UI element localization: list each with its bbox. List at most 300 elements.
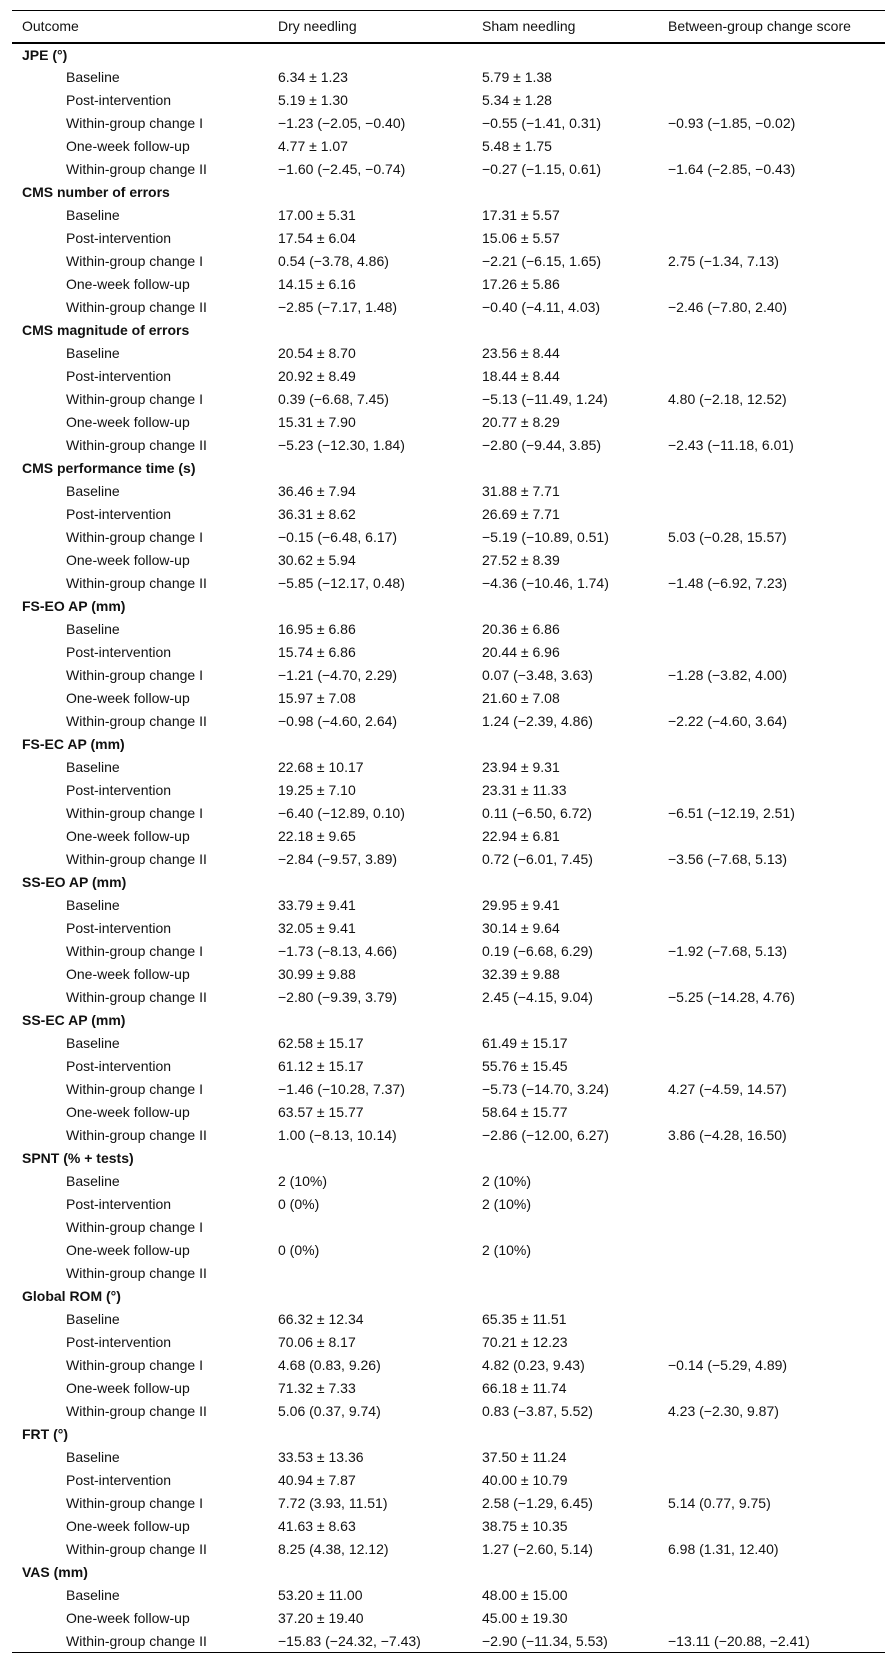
sham-needling-value: 32.39 ± 9.88 [482, 966, 560, 982]
sham-needling-value: 23.31 ± 11.33 [482, 782, 567, 798]
dry-needling-value: 7.72 (3.93, 11.51) [278, 1495, 388, 1511]
dry-needling-value: 33.53 ± 13.36 [278, 1449, 364, 1465]
dry-needling-value: 62.58 ± 15.17 [278, 1035, 364, 1051]
sham-needling-value: 20.36 ± 6.86 [482, 621, 560, 637]
between-group-value [658, 1584, 885, 1607]
between-group-value: −6.51 (−12.19, 2.51) [668, 805, 795, 821]
group-title: CMS magnitude of errors [22, 322, 190, 338]
table-row [12, 526, 885, 549]
row-label: Within-group change I [66, 391, 203, 407]
dry-needling-value: 0.39 (−6.68, 7.45) [278, 391, 389, 407]
dry-needling-value: 1.00 (−8.13, 10.14) [278, 1127, 397, 1143]
table-row [12, 549, 885, 572]
table-row [12, 342, 885, 365]
sham-needling-value: 70.21 ± 12.23 [482, 1334, 568, 1350]
table-row [12, 1538, 885, 1561]
sham-needling-value: −2.90 (−11.34, 5.53) [472, 1630, 658, 1653]
dry-needling-value: −5.23 (−12.30, 1.84) [278, 437, 405, 453]
table-row [12, 1055, 885, 1078]
group-title: SPNT (% + tests) [22, 1150, 134, 1166]
sham-needling-value: −2.21 (−6.15, 1.65) [482, 253, 602, 269]
between-group-value [658, 1055, 885, 1078]
outcomes-table [12, 10, 885, 1653]
row-label: Within-group change I [66, 115, 203, 131]
sham-needling-value: 1.24 (−2.39, 4.86) [482, 713, 593, 729]
row-label: One-week follow-up [66, 1242, 190, 1258]
sham-needling-value: 65.35 ± 11.51 [482, 1311, 567, 1327]
between-group-value [658, 894, 885, 917]
dry-needling-value [268, 1262, 472, 1285]
row-label: Baseline [66, 207, 120, 223]
between-group-value: −1.28 (−3.82, 4.00) [668, 667, 788, 683]
group-title: JPE (°) [22, 46, 68, 63]
sham-needling-value: 0.11 (−6.50, 6.72) [482, 805, 592, 821]
table-row [12, 1377, 885, 1400]
group-header-row [12, 1285, 885, 1308]
row-label: One-week follow-up [66, 1380, 190, 1396]
dry-needling-value: 41.63 ± 8.63 [278, 1518, 356, 1534]
sham-needling-value: −4.36 (−10.46, 1.74) [482, 575, 609, 591]
row-label: Baseline [66, 1311, 120, 1327]
between-group-value: 4.23 (−2.30, 9.87) [668, 1403, 779, 1419]
group-title: SS-EC AP (mm) [22, 1012, 126, 1028]
table-row [12, 112, 885, 135]
between-group-value [658, 963, 885, 986]
sham-needling-value: 2 (10%) [482, 1196, 532, 1212]
table-row [12, 1584, 885, 1607]
sham-needling-value: 29.95 ± 9.41 [482, 897, 560, 913]
sham-needling-value: 0.72 (−6.01, 7.45) [482, 851, 593, 867]
row-label: Post-intervention [66, 368, 172, 384]
between-group-value [658, 273, 885, 296]
row-label: Baseline [66, 897, 120, 913]
row-label: Post-intervention [66, 920, 172, 936]
table-row [12, 1101, 885, 1124]
sham-needling-value: 40.00 ± 10.79 [482, 1472, 568, 1488]
between-group-value: −5.25 (−14.28, 4.76) [668, 989, 795, 1005]
table-row [12, 1331, 885, 1354]
dry-needling-value: −6.40 (−12.89, 0.10) [278, 805, 405, 821]
row-label: Baseline [66, 1035, 120, 1051]
table-header [12, 11, 885, 43]
header-dry-needling: Dry needling [268, 11, 472, 43]
between-group-value: 4.27 (−4.59, 14.57) [668, 1081, 787, 1097]
row-label: Within-group change I [66, 943, 203, 959]
row-label: Baseline [66, 1587, 120, 1603]
sham-needling-value: 4.82 (0.23, 9.43) [482, 1357, 585, 1373]
dry-needling-value: −5.85 (−12.17, 0.48) [278, 575, 405, 591]
row-label: Within-group change II [12, 1630, 268, 1653]
row-label: Within-group change I [66, 253, 203, 269]
dry-needling-value: 61.12 ± 15.17 [278, 1058, 364, 1074]
row-label: Post-intervention [66, 506, 172, 522]
between-group-value [658, 756, 885, 779]
table-row [12, 1193, 885, 1216]
dry-needling-value: −1.46 (−10.28, 7.37) [278, 1081, 405, 1097]
sham-needling-value: 5.34 ± 1.28 [482, 92, 552, 108]
table-row [12, 1032, 885, 1055]
row-label: Post-intervention [66, 644, 172, 660]
sham-needling-value: 1.27 (−2.60, 5.14) [482, 1541, 593, 1557]
between-group-value [658, 917, 885, 940]
sham-needling-value: 27.52 ± 8.39 [482, 552, 560, 568]
between-group-value: 4.80 (−2.18, 12.52) [668, 391, 787, 407]
sham-needling-value: 20.77 ± 8.29 [482, 414, 560, 430]
dry-needling-value: −2.80 (−9.39, 3.79) [278, 989, 398, 1005]
dry-needling-value: 36.46 ± 7.94 [278, 483, 356, 499]
sham-needling-value: 2.58 (−1.29, 6.45) [482, 1495, 593, 1511]
row-label: Baseline [66, 483, 120, 499]
between-group-value [658, 503, 885, 526]
row-label: One-week follow-up [66, 552, 190, 568]
row-label: Baseline [66, 621, 120, 637]
row-label: Within-group change II [66, 1265, 207, 1281]
dry-needling-value: 2 (10%) [278, 1173, 328, 1189]
sham-needling-value: −0.40 (−4.11, 4.03) [482, 299, 601, 315]
between-group-value [658, 825, 885, 848]
row-label: Within-group change II [66, 161, 207, 177]
table-row [12, 1492, 885, 1515]
table-row [12, 66, 885, 89]
table-row [12, 618, 885, 641]
sham-needling-value: 20.44 ± 6.96 [482, 644, 560, 660]
table-row [12, 1262, 885, 1285]
sham-needling-value: 66.18 ± 11.74 [482, 1380, 567, 1396]
between-group-value [658, 66, 885, 89]
row-label: One-week follow-up [66, 966, 190, 982]
between-group-value [658, 411, 885, 434]
table-row [12, 572, 885, 595]
table-row [12, 411, 885, 434]
row-label: Within-group change I [66, 1219, 203, 1235]
between-group-value: −3.56 (−7.68, 5.13) [668, 851, 788, 867]
sham-needling-value: 58.64 ± 15.77 [482, 1104, 568, 1120]
between-group-value [658, 779, 885, 802]
row-label: Post-intervention [66, 1334, 172, 1350]
between-group-value [658, 687, 885, 710]
dry-needling-value: −0.15 (−6.48, 6.17) [278, 529, 398, 545]
table-row [12, 296, 885, 319]
dry-needling-value: 32.05 ± 9.41 [278, 920, 356, 936]
between-group-value: −2.46 (−7.80, 2.40) [668, 299, 788, 315]
group-title: VAS (mm) [22, 1564, 88, 1580]
table-row [12, 986, 885, 1009]
sham-needling-value: 21.60 ± 7.08 [482, 690, 560, 706]
dry-needling-value: 0.54 (−3.78, 4.86) [278, 253, 389, 269]
table-row [12, 1400, 885, 1423]
sham-needling-value: −2.86 (−12.00, 6.27) [482, 1127, 609, 1143]
dry-needling-value: 30.62 ± 5.94 [278, 552, 356, 568]
table-row [12, 641, 885, 664]
table-row [12, 1630, 885, 1653]
table-row [12, 1469, 885, 1492]
row-label: Baseline [66, 69, 120, 85]
between-group-value [658, 135, 885, 158]
dry-needling-value: 15.74 ± 6.86 [278, 644, 356, 660]
dry-needling-value: 4.68 (0.83, 9.26) [278, 1357, 381, 1373]
dry-needling-value: 5.19 ± 1.30 [278, 92, 348, 108]
dry-needling-value: −1.21 (−4.70, 2.29) [278, 667, 398, 683]
row-label: Post-intervention [66, 230, 172, 246]
between-group-value: 5.03 (−0.28, 15.57) [668, 529, 787, 545]
sham-needling-value: 45.00 ± 19.30 [482, 1610, 568, 1626]
group-header-row [12, 1009, 885, 1032]
dry-needling-value: −0.98 (−4.60, 2.64) [278, 713, 398, 729]
sham-needling-value: 31.88 ± 7.71 [482, 483, 560, 499]
between-group-value: −1.64 (−2.85, −0.43) [668, 161, 796, 177]
row-label: Post-intervention [66, 1196, 172, 1212]
table-row [12, 848, 885, 871]
between-group-value [658, 480, 885, 503]
between-group-value [658, 641, 885, 664]
dry-needling-value: 66.32 ± 12.34 [278, 1311, 364, 1327]
sham-needling-value [472, 1262, 658, 1285]
sham-needling-value [472, 1216, 658, 1239]
between-group-value: 6.98 (1.31, 12.40) [668, 1541, 779, 1557]
between-group-value [658, 1170, 885, 1193]
sham-needling-value: 15.06 ± 5.57 [482, 230, 560, 246]
dry-needling-value: 0 (0%) [278, 1196, 320, 1212]
sham-needling-value: 37.50 ± 11.24 [482, 1449, 567, 1465]
dry-needling-value: 37.20 ± 19.40 [278, 1610, 364, 1626]
row-label: Post-intervention [66, 1472, 172, 1488]
dry-needling-value [268, 1216, 472, 1239]
row-label: Within-group change I [66, 1495, 203, 1511]
between-group-value: 3.86 (−4.28, 16.50) [668, 1127, 787, 1143]
dry-needling-value: 19.25 ± 7.10 [278, 782, 356, 798]
table-row [12, 894, 885, 917]
dry-needling-value: 15.31 ± 7.90 [278, 414, 356, 430]
group-header-row [12, 871, 885, 894]
header-outcome: Outcome [12, 11, 268, 43]
between-group-value [658, 1331, 885, 1354]
dry-needling-value: 22.68 ± 10.17 [278, 759, 364, 775]
row-label: One-week follow-up [66, 138, 190, 154]
group-title: SS-EO AP (mm) [22, 874, 127, 890]
dry-needling-value: −1.73 (−8.13, 4.66) [278, 943, 398, 959]
group-title: Global ROM (°) [22, 1288, 121, 1304]
sham-needling-value: 55.76 ± 15.45 [482, 1058, 568, 1074]
row-label: Baseline [66, 1173, 120, 1189]
dry-needling-value: 4.77 ± 1.07 [278, 138, 348, 154]
dry-needling-value: 20.54 ± 8.70 [278, 345, 356, 361]
sham-needling-value: 17.31 ± 5.57 [482, 207, 560, 223]
between-group-value [658, 1515, 885, 1538]
row-label: Within-group change II [66, 299, 207, 315]
group-header-row [12, 43, 885, 66]
table-row [12, 1216, 885, 1239]
group-header-row [12, 181, 885, 204]
table-row [12, 480, 885, 503]
sham-needling-value: −5.13 (−11.49, 1.24) [482, 391, 608, 407]
table-row [12, 273, 885, 296]
between-group-value [658, 1239, 885, 1262]
row-label: Post-intervention [66, 1058, 172, 1074]
dry-needling-value: 33.79 ± 9.41 [278, 897, 356, 913]
sham-needling-value: 2 (10%) [482, 1173, 532, 1189]
between-group-value: 2.75 (−1.34, 7.13) [668, 253, 779, 269]
dry-needling-value: −1.23 (−2.05, −0.40) [278, 115, 406, 131]
row-label: One-week follow-up [66, 1104, 190, 1120]
row-label: Within-group change II [66, 851, 207, 867]
group-title: FRT (°) [22, 1426, 69, 1442]
between-group-value: −13.11 (−20.88, −2.41) [658, 1630, 885, 1653]
row-label: Within-group change I [66, 1357, 203, 1373]
group-title: FS-EC AP (mm) [22, 736, 125, 752]
group-header-row [12, 733, 885, 756]
row-label: One-week follow-up [66, 828, 190, 844]
sham-needling-value: 23.94 ± 9.31 [482, 759, 560, 775]
table-body [12, 43, 885, 1653]
group-title: FS-EO AP (mm) [22, 598, 126, 614]
dry-needling-value: 40.94 ± 7.87 [278, 1472, 356, 1488]
dry-needling-value: 17.54 ± 6.04 [278, 230, 356, 246]
between-group-value [658, 618, 885, 641]
between-group-value [658, 204, 885, 227]
dry-needling-value: 17.00 ± 5.31 [278, 207, 356, 223]
group-header-row [12, 457, 885, 480]
sham-needling-value: 2.45 (−4.15, 9.04) [482, 989, 593, 1005]
row-label: Within-group change II [66, 1541, 207, 1557]
row-label: Within-group change I [66, 1081, 203, 1097]
group-title: CMS performance time (s) [22, 460, 196, 476]
row-label: Post-intervention [66, 92, 172, 108]
between-group-value [658, 342, 885, 365]
table-row [12, 1239, 885, 1262]
row-label: Within-group change II [66, 1127, 207, 1143]
table-row [12, 1607, 885, 1630]
table-row [12, 1446, 885, 1469]
table-row [12, 825, 885, 848]
header-sham-needling: Sham needling [472, 11, 658, 43]
dry-needling-value: 8.25 (4.38, 12.12) [278, 1541, 389, 1557]
sham-needling-value: −5.73 (−14.70, 3.24) [482, 1081, 609, 1097]
group-title: CMS number of errors [22, 184, 170, 200]
table-row [12, 250, 885, 273]
table-row [12, 227, 885, 250]
between-group-value [658, 1032, 885, 1055]
dry-needling-value: 6.34 ± 1.23 [278, 69, 348, 85]
group-header-row [12, 595, 885, 618]
table-row [12, 1354, 885, 1377]
table-row [12, 710, 885, 733]
table-row [12, 204, 885, 227]
between-group-value [658, 549, 885, 572]
row-label: Post-intervention [66, 782, 172, 798]
group-header-row [12, 1147, 885, 1170]
sham-needling-value: 61.49 ± 15.17 [482, 1035, 568, 1051]
between-group-value: −0.93 (−1.85, −0.02) [668, 115, 796, 131]
sham-needling-value: 23.56 ± 8.44 [482, 345, 560, 361]
group-header-row [12, 1423, 885, 1446]
between-group-value [658, 227, 885, 250]
row-label: Baseline [66, 759, 120, 775]
row-label: Within-group change I [66, 805, 203, 821]
dry-needling-value: 16.95 ± 6.86 [278, 621, 356, 637]
row-label: One-week follow-up [66, 414, 190, 430]
table-row [12, 664, 885, 687]
sham-needling-value: 0.83 (−3.87, 5.52) [482, 1403, 593, 1419]
between-group-value: −2.22 (−4.60, 3.64) [668, 713, 788, 729]
between-group-value: 5.14 (0.77, 9.75) [668, 1495, 771, 1511]
between-group-value [658, 89, 885, 112]
sham-needling-value: −5.19 (−10.89, 0.51) [482, 529, 609, 545]
dry-needling-value: 63.57 ± 15.77 [278, 1104, 364, 1120]
row-label: Within-group change II [66, 437, 207, 453]
dry-needling-value: 0 (0%) [278, 1242, 320, 1258]
sham-needling-value: 22.94 ± 6.81 [482, 828, 560, 844]
sham-needling-value: 17.26 ± 5.86 [482, 276, 560, 292]
sham-needling-value: 30.14 ± 9.64 [482, 920, 560, 936]
sham-needling-value: 2 (10%) [482, 1242, 532, 1258]
row-label: Within-group change II [66, 989, 207, 1005]
dry-needling-value: 71.32 ± 7.33 [278, 1380, 356, 1396]
table-row [12, 158, 885, 181]
table-row [12, 388, 885, 411]
between-group-value [658, 1101, 885, 1124]
table-row [12, 1170, 885, 1193]
sham-needling-value: 0.07 (−3.48, 3.63) [482, 667, 593, 683]
dry-needling-value: −2.85 (−7.17, 1.48) [278, 299, 398, 315]
sham-needling-value: 18.44 ± 8.44 [482, 368, 560, 384]
dry-needling-value: 15.97 ± 7.08 [278, 690, 356, 706]
dry-needling-value: −15.83 (−24.32, −7.43) [268, 1630, 472, 1653]
row-label: Within-group change II [66, 1403, 207, 1419]
sham-needling-value: −2.80 (−9.44, 3.85) [482, 437, 602, 453]
dry-needling-value: 5.06 (0.37, 9.74) [278, 1403, 381, 1419]
between-group-value: −0.14 (−5.29, 4.89) [668, 1357, 788, 1373]
dry-needling-value: −1.60 (−2.45, −0.74) [278, 161, 406, 177]
between-group-value [658, 1216, 885, 1239]
table-row [12, 89, 885, 112]
row-label: Baseline [66, 345, 120, 361]
between-group-value [658, 1377, 885, 1400]
row-label: Baseline [66, 1449, 120, 1465]
table-row [12, 434, 885, 457]
table-row [12, 135, 885, 158]
table-row [12, 503, 885, 526]
table-row [12, 365, 885, 388]
row-label: Within-group change II [66, 575, 207, 591]
table-row [12, 1308, 885, 1331]
dry-needling-value: 53.20 ± 11.00 [278, 1587, 363, 1603]
row-label: One-week follow-up [66, 276, 190, 292]
table-row [12, 802, 885, 825]
between-group-value [658, 1607, 885, 1630]
sham-needling-value: 38.75 ± 10.35 [482, 1518, 568, 1534]
table-row [12, 1515, 885, 1538]
dry-needling-value: −2.84 (−9.57, 3.89) [278, 851, 398, 867]
row-label: One-week follow-up [66, 1518, 190, 1534]
table-row [12, 687, 885, 710]
row-label: One-week follow-up [66, 1610, 190, 1626]
sham-needling-value: 5.79 ± 1.38 [482, 69, 552, 85]
sham-needling-value: 26.69 ± 7.71 [482, 506, 560, 522]
between-group-value [658, 1193, 885, 1216]
row-label: One-week follow-up [66, 690, 190, 706]
between-group-value [658, 1469, 885, 1492]
between-group-value [658, 365, 885, 388]
sham-needling-value: 48.00 ± 15.00 [482, 1587, 568, 1603]
dry-needling-value: 22.18 ± 9.65 [278, 828, 356, 844]
dry-needling-value: 36.31 ± 8.62 [278, 506, 356, 522]
between-group-value [658, 1308, 885, 1331]
between-group-value: −2.43 (−11.18, 6.01) [668, 437, 794, 453]
table-row [12, 917, 885, 940]
group-header-row [12, 1561, 885, 1584]
row-label: Within-group change I [66, 529, 203, 545]
table-row [12, 940, 885, 963]
